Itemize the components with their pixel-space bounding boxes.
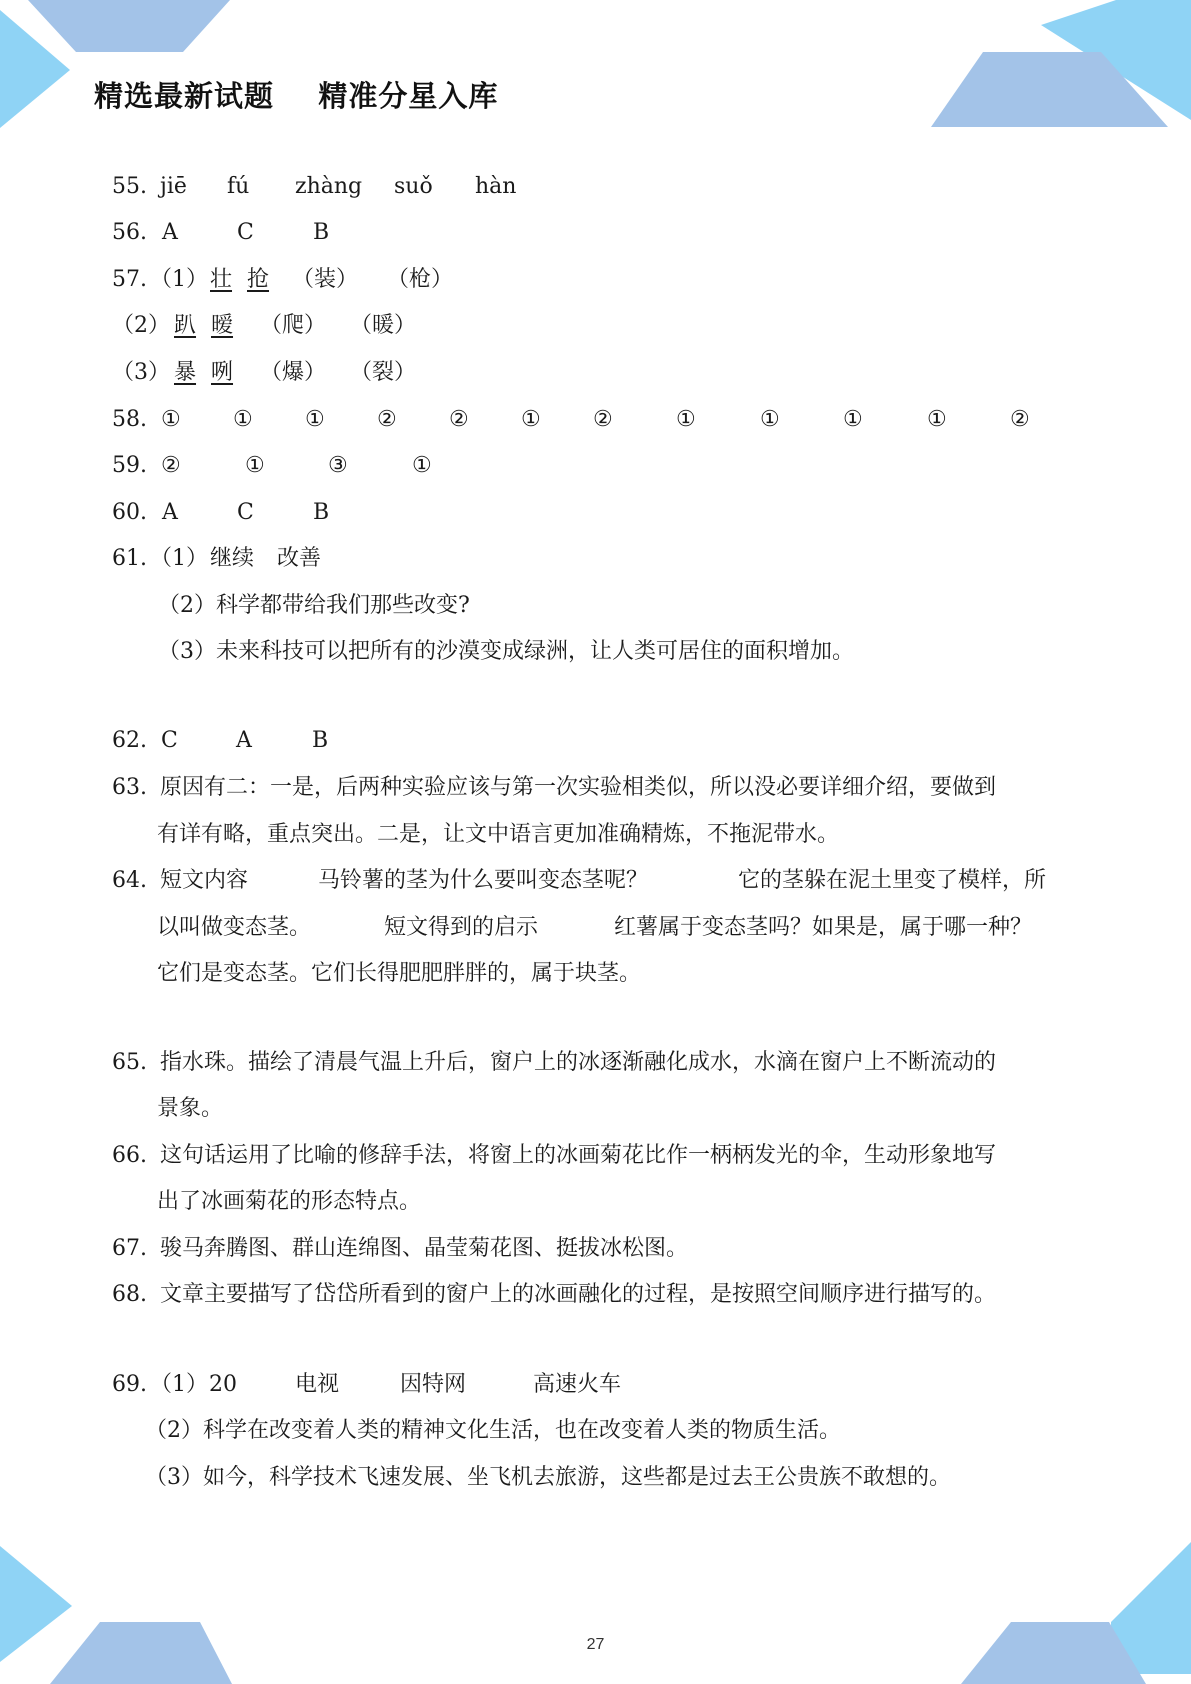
answer-text: 马铃薯的茎为什么要叫变态茎呢？	[318, 868, 649, 893]
answer-item: A	[162, 500, 178, 525]
answer-item: ①	[412, 453, 432, 478]
page-number: 27	[586, 1636, 605, 1653]
underlined-word: 暧	[211, 313, 234, 338]
answer-item: B	[312, 728, 329, 753]
answer-item: ①	[676, 407, 696, 432]
answer-item: zhàng	[295, 174, 363, 199]
question-number: 68.	[112, 1282, 147, 1307]
answer-item: ②	[593, 407, 613, 432]
answer-item: ①	[161, 407, 181, 432]
answer-item: ①	[760, 407, 780, 432]
question-number: 69.	[112, 1372, 147, 1397]
sub-label: （3）	[112, 360, 170, 385]
corner-decoration-top-right	[931, 0, 1191, 130]
answer-item: jiē	[160, 174, 187, 199]
sub-label: （1）	[150, 1372, 208, 1397]
answer-item: fú	[227, 174, 250, 199]
answer-item: suǒ	[394, 174, 433, 199]
answer-item: A	[236, 728, 252, 753]
header-title: 精选最新试题 精准分星入库	[94, 79, 499, 113]
answer-item: ①	[843, 407, 863, 432]
corner-decoration-bottom-left	[0, 1544, 240, 1684]
underlined-word: 抢	[247, 267, 270, 292]
answer-item: ①	[233, 407, 253, 432]
answer-text: 这句话运用了比喻的修辞手法，将窗上的冰画菊花比作一柄柄发光的伞，生动形象地写	[160, 1143, 997, 1168]
question-number: 55.	[112, 174, 147, 199]
question-number: 57.	[112, 267, 147, 292]
answer-item: 因特网	[400, 1372, 467, 1397]
answer-item: hàn	[475, 174, 517, 199]
question-number: 61.	[112, 546, 147, 571]
answer-item: 电视	[295, 1372, 340, 1397]
answer-text: 骏马奔腾图、群山连绵图、晶莹菊花图、挺拔冰松图。	[160, 1236, 689, 1261]
answer-item: ②	[449, 407, 469, 432]
answer-61-row-2: （2）科学都带给我们那些改变?	[158, 593, 470, 618]
corner-decoration-bottom-right	[931, 1534, 1191, 1684]
answer-item: B	[313, 500, 330, 525]
underlined-word: 趴	[174, 313, 197, 338]
question-number: 60.	[112, 500, 147, 525]
question-number: 59.	[112, 453, 147, 478]
answer-item: ②	[1010, 407, 1030, 432]
answer-item: C	[237, 500, 254, 525]
answer-item: ②	[377, 407, 397, 432]
answer-69-row-3: （3）如今，科学技术飞速发展、坐飞机去旅游，这些都是过去王公贵族不敢想的。	[145, 1465, 951, 1490]
answer-63-line-2: 有详有略，重点突出。二是，让文中语言更加准确精炼，不拖泥带水。	[157, 822, 840, 847]
underlined-word: 暴	[174, 360, 197, 385]
answer-item: 改善	[277, 546, 322, 571]
question-number: 66.	[112, 1143, 147, 1168]
answer-item: ③	[328, 453, 348, 478]
answer-text: 以叫做变态茎。	[157, 915, 312, 940]
answer-item: C	[237, 220, 254, 245]
answer-text: 短文得到的启示	[384, 915, 539, 940]
answer-item: ①	[305, 407, 325, 432]
answer-item: ①	[521, 407, 541, 432]
answer-text: 文章主要描写了岱岱所看到的窗户上的冰画融化的过程，是按照空间顺序进行描写的。	[160, 1282, 997, 1307]
underlined-word: 壮	[210, 267, 233, 292]
answer-item: （爬）	[260, 313, 327, 338]
answer-item: B	[313, 220, 330, 245]
answer-item: （枪）	[387, 267, 454, 292]
answer-69-row-2: （2）科学在改变着人类的精神文化生活，也在改变着人类的物质生活。	[145, 1418, 841, 1443]
question-number: 64.	[112, 868, 147, 893]
answer-item: ①	[927, 407, 947, 432]
question-number: 65.	[112, 1050, 147, 1075]
question-number: 56.	[112, 220, 147, 245]
question-number: 63.	[112, 775, 147, 800]
sub-label: （1）	[150, 267, 208, 292]
answer-61-row-3: （3）未来科技可以把所有的沙漠变成绿洲，让人类可居住的面积增加。	[158, 639, 854, 664]
question-number: 58.	[112, 407, 147, 432]
answer-item: （爆）	[260, 360, 327, 385]
answer-text: 红薯属于变态茎吗？如果是，属于哪一种？	[614, 915, 1033, 940]
answer-item: 高速火车	[533, 1372, 622, 1397]
answer-item: A	[162, 220, 178, 245]
answer-65-line-2: 景象。	[157, 1096, 224, 1121]
answer-66-line-2: 出了冰画菊花的形态特点。	[157, 1189, 422, 1214]
answer-item: C	[161, 728, 178, 753]
answer-64-line-3: 它们是变态茎。它们长得肥肥胖胖的，属于块茎。	[157, 961, 642, 986]
answer-text: 原因有二：一是，后两种实验应该与第一次实验相类似，所以没必要详细介绍，要做到	[160, 775, 997, 800]
answer-text: 短文内容	[160, 868, 249, 893]
underlined-word: 咧	[211, 360, 234, 385]
sub-label: （1）	[150, 546, 208, 571]
answer-item: 继续	[210, 546, 255, 571]
answer-item: （暖）	[350, 313, 417, 338]
answer-item: （裂）	[350, 360, 417, 385]
answer-text: 它的茎躲在泥土里变了模样，所	[738, 868, 1047, 893]
question-number: 62.	[112, 728, 147, 753]
answer-item: ①	[245, 453, 265, 478]
question-number: 67.	[112, 1236, 147, 1261]
answer-item: 20	[209, 1372, 237, 1397]
answer-item: ②	[161, 453, 181, 478]
sub-label: （2）	[112, 313, 170, 338]
answer-text: 指水珠。描绘了清晨气温上升后，窗户上的冰逐渐融化成水，水滴在窗户上不断流动的	[160, 1050, 997, 1075]
answer-item: （装）	[292, 267, 359, 292]
